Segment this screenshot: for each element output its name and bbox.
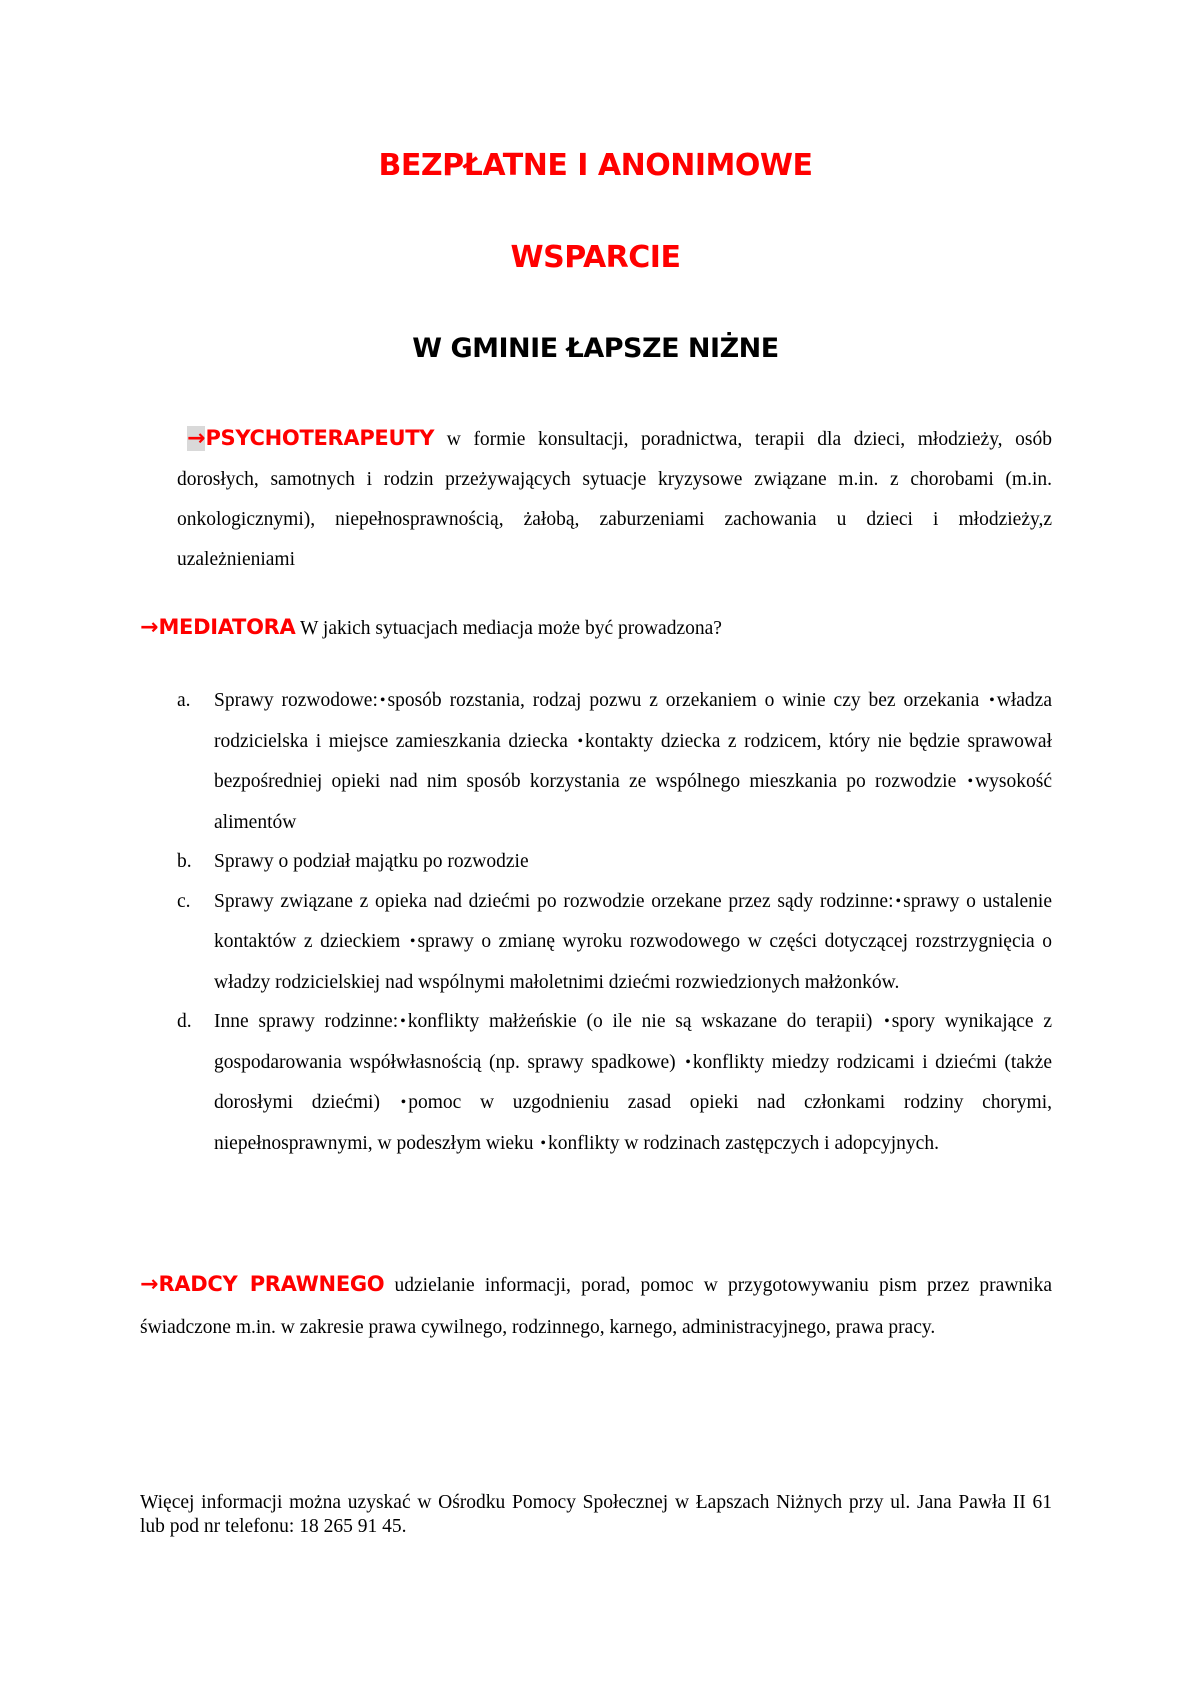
list-marker: a.: [177, 690, 191, 711]
list-marker: b.: [177, 851, 192, 872]
list-item: [140, 1002, 1052, 1164]
section-text: W jakich sytuacjach mediacja może być prowadzona?: [295, 618, 722, 639]
footer-contact-info: Więcej informacji można uzyskać w Ośrodku Pomocy Społecznej w Łapszach Niżnych przy ul. Jana Pawła II 61 lub pod nr telefonu: 18 265 91 45.: [140, 1492, 1052, 1537]
bullet-icon: •: [989, 692, 995, 709]
list-item: [140, 882, 1052, 1003]
list-item: [140, 842, 1052, 882]
bullet-icon: •: [577, 732, 584, 750]
list-item-text: konflikty w rodzinach zastępczych i adopcyjnych.: [548, 1132, 939, 1154]
list-marker: d.: [177, 1011, 192, 1032]
list-item-text: Inne sprawy rodzinne:: [214, 1011, 399, 1032]
list-item-text: wysokość alimentów: [214, 771, 1052, 833]
title-line-2: WSPARCIE: [510, 240, 681, 275]
bullet-icon: •: [409, 933, 416, 950]
bullet-icon: •: [400, 1094, 407, 1111]
section-keyword: RADCY PRAWNEGO: [158, 1272, 385, 1296]
mediation-cases-list: [140, 681, 1052, 1164]
section-mediatora: [140, 607, 1052, 649]
arrow-icon: →: [187, 426, 206, 451]
title-line-3: W GMINIE ŁAPSZE NIŻNE: [412, 333, 779, 364]
bullet-icon: •: [379, 692, 386, 709]
list-item-text: sposób rozstania, rodzaj pozwu z orzekaniem o winie czy bez orzekania: [387, 690, 988, 711]
bullet-icon: •: [967, 773, 974, 790]
bullet-icon: •: [540, 1134, 547, 1152]
arrow-icon: →: [140, 1272, 159, 1297]
bullet-icon: •: [884, 1013, 890, 1030]
list-item-text: Sprawy związane z opieka nad dziećmi po rozwodzie orzekane przez sądy rodzinne:: [214, 890, 894, 912]
list-item-text: Sprawy o podział majątku po rozwodzie: [214, 851, 529, 872]
list-item-text: kontakty dziecka z rodzicem, który nie będzie sprawował bezpośredniej opieki nad nim sposób korzystania ze wspólnego mieszkania po rozwodzie: [214, 730, 1052, 792]
title-line-1: BEZPŁATNE I ANONIMOWE: [378, 148, 813, 183]
section-radcy-prawnego: [140, 1263, 1052, 1349]
list-item-text: sprawy o zmianę wyroku rozwodowego w części dotyczącej rozstrzygnięcia o władzy rodzicielskiej nad wspólnymi małoletnimi dziećmi rozwiedzionych małżonków.: [214, 931, 1052, 993]
section-text: udzielanie informacji, porad, pomoc w przygotowywaniu pism przez prawnika świadczone m.in. w zakresie prawa cywilnego, rodzinnego, karnego, administracyjnego, prawa pracy.: [140, 1275, 1052, 1338]
arrow-icon: →: [140, 615, 159, 640]
list-item: [140, 681, 1052, 842]
section-keyword: PSYCHOTERAPEUTY: [205, 426, 435, 450]
list-item-text: spory wynikające z gospodarowania współwłasnością (np. sprawy spadkowe): [214, 1011, 1052, 1073]
list-item-text: sprawy o ustalenie kontaktów z dzieckiem: [214, 890, 1052, 952]
list-item-text: konflikty miedzy rodzicami i dziećmi (także dorosłymi dziećmi): [214, 1051, 1052, 1113]
section-psychoterapeuty: [177, 418, 1052, 580]
list-item-text: konflikty małżeńskie (o ile nie są wskazane do terapii): [407, 1011, 883, 1032]
list-item-text: Sprawy rozwodowe:: [214, 690, 378, 711]
list-marker: c.: [177, 890, 191, 912]
bullet-icon: •: [895, 892, 902, 910]
section-keyword: MEDIATORA: [158, 615, 296, 639]
bullet-icon: •: [685, 1053, 691, 1071]
bullet-icon: •: [400, 1013, 406, 1030]
list-item-text: pomoc w uzgodnieniu zasad opieki nad członkami rodziny chorymi, niepełnosprawnymi, w podeszłym wieku: [214, 1092, 1052, 1154]
list-item-text: władza rodzicielska i miejsce zamieszkania dziecka: [214, 690, 1052, 752]
section-text: w formie konsultacji, poradnictwa, terapii dla dzieci, młodzieży, osób dorosłych, samotnych i rodzin przeżywających sytuacje kryzysowe związane m.in. z chorobami (m.in. onkologicznymi), niepełnosprawnością, żałobą, zaburzeniami zachowania u dzieci i młodzieży,z uzależnieniami: [177, 429, 1052, 570]
